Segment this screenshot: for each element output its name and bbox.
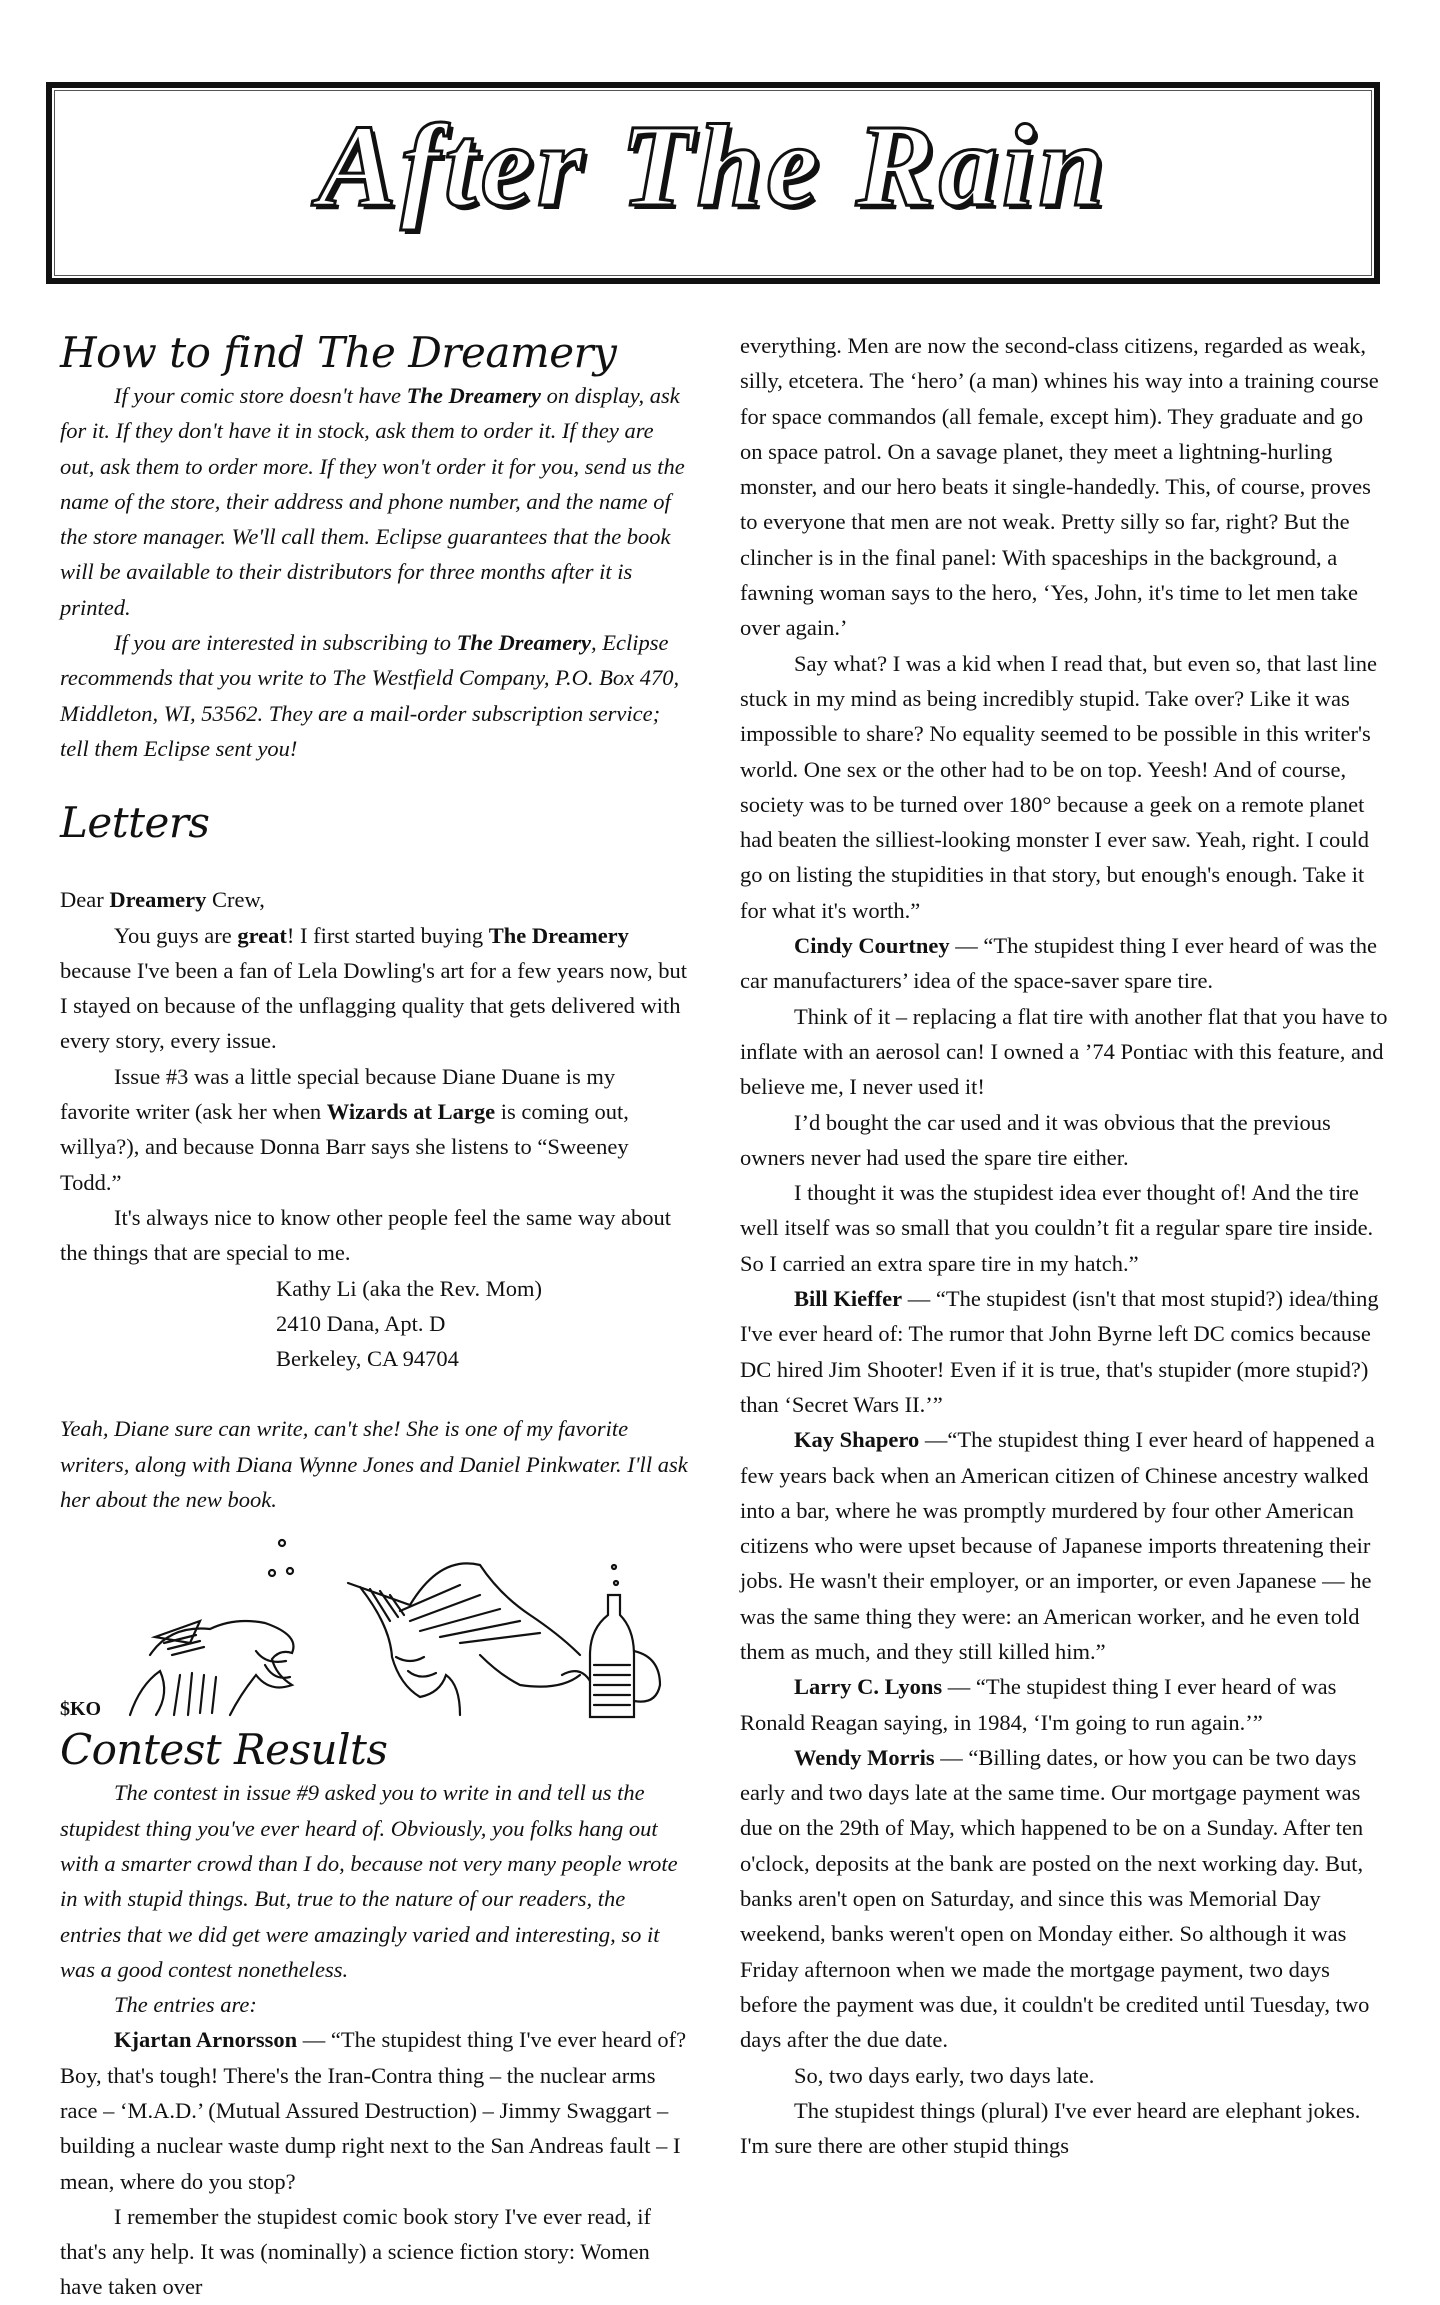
contest-entry-kjartan-p4: Say what? I was a kid when I read that, but even so, that last line stuck in my mind as being incredibly stupid. Take over? Like it was impossible to share? No equality seemed to be possible in this writer's world. One sex or the other had to be on top. Yeesh! And of course, society was to be turned over 180° because a geek on a remote planet had beaten the silliest-looking monster I ever saw. Yeah, right. I could go on listing the stupidities in that story, but enough's enough. Take it for what it's worth.”	[740, 650, 1377, 923]
text-run: is coming out, willya?), and because Donna Barr says she listens to “Sweeney Todd.”	[60, 1099, 629, 1195]
entrant-name: Cindy Courtney	[794, 933, 950, 959]
text-run: , Eclipse recommends that you write to The Westfield Company, P.O. Box 470, Middleton, WI, 53562. They are a mail-order subscription service; tell them Eclipse sent you!	[60, 630, 680, 761]
how-to-find-section	[60, 328, 690, 766]
text-run: If you are interested in subscribing to	[114, 630, 457, 656]
publication-name: The Dreamery	[406, 383, 541, 408]
signature-name: Kathy Li (aka the Rev. Mom)	[276, 1275, 542, 1301]
entry-text: —“The stupidest thing I ever heard of happened a few years back when an American citizen of Chinese ancestry walked into a bar, where he was promptly murdered by four other American citizens who were upset because of Japanese imports threatening their jobs. He wasn't their employer, or an importer, or even Japanese — he was the same thing they were: an American worker, and he even told them as much, and they still killed him.”	[740, 1427, 1375, 1664]
page-title-banner	[46, 82, 1380, 284]
left-column	[60, 328, 690, 2305]
wolf-and-man-drawing-icon	[60, 1525, 680, 1725]
entry-text: — “The stupidest thing I ever heard of was the car manufacturers’ idea of the space-saver spare tire.	[740, 933, 1378, 994]
text-run: Crew,	[206, 887, 265, 913]
contest-results-section	[60, 1725, 690, 2304]
contest-entry-wendy-p2: So, two days early, two days late.	[794, 2062, 1095, 2088]
right-column	[740, 328, 1390, 2163]
contest-entry-cindy-p3: I’d bought the car used and it was obvious that the previous owners never had used the spare tire either.	[740, 1109, 1331, 1170]
publication-name: The Dreamery	[488, 922, 629, 948]
contest-intro: The contest in issue #9 asked you to write in and tell us the stupidest thing you've ever heard of. Obviously, you folks hang out with a smarter crowd than I do, because not very many people wrote in with stupid things. But, true to the nature of our readers, the entries that we did get were amazingly varied and interesting, so it was a good contest nonetheless.	[60, 1780, 678, 1982]
entrant-name: Wendy Morris	[794, 1744, 935, 1770]
contest-entry-cindy-p4: I thought it was the stupidest idea ever thought of! And the tire well itself was so small that you couldn’t fit a regular spare tire inside. So I carried an extra spare tire in my hatch.”	[740, 1180, 1374, 1276]
section-heading-letters: Letters	[60, 798, 210, 848]
editor-reply: Yeah, Diane sure can write, can't she! She is one of my favorite writers, along with Diana Wynne Jones and Daniel Pinkwater. I'll ask her about the new book.	[60, 1416, 688, 1513]
letter-salutation	[60, 882, 690, 917]
text-run: If your comic store doesn't have	[114, 383, 407, 408]
entrant-name: Bill Kieffer	[794, 1286, 903, 1312]
book-title: Wizards at Large	[326, 1099, 496, 1125]
page-title: After The Rain	[317, 100, 1109, 231]
contest-entry-wendy-p1	[740, 1740, 1390, 2058]
entrant-name: Kay Shapero	[794, 1427, 920, 1453]
text-run: Dear	[60, 887, 110, 913]
entries-label: The entries are:	[114, 1992, 257, 2018]
cartoon-illustration	[60, 1525, 680, 1725]
publication-name: Dreamery	[109, 887, 207, 913]
letter-signature	[60, 1271, 690, 1377]
entry-text: — “The stupidest thing I've ever heard of? Boy, that's tough! There's the Iran-Contra thing – the nuclear arms race – ‘M.A.D.’ (Mutual Assured Destruction) – Jimmy Swaggart – building a nuclear waste dump right next to the San Andreas fault – I mean, where do you stop?	[60, 2027, 687, 2194]
letter-paragraph-1	[60, 918, 690, 1059]
entrant-name: Kjartan Arnorsson	[114, 2027, 298, 2053]
entry-text: — “The stupidest (isn't that most stupid?) idea/thing I've ever heard of: The rumor that John Byrne left DC comics because DC hired Jim Shooter! Even if it is true, that's stupider (more stupid?) than ‘Secret Wars II.’”	[740, 1286, 1379, 1417]
signature-address-line-1: 2410 Dana, Apt. D	[276, 1310, 446, 1336]
publication-name: The Dreamery	[456, 630, 592, 656]
contest-entry-kjartan-p1	[60, 2022, 690, 2198]
text-run: Issue #3 was a little special because Diane Duane is my favorite writer (ask her when	[60, 1063, 616, 1125]
letter-paragraph-2	[60, 1059, 690, 1200]
how-to-find-paragraph-1	[60, 378, 690, 625]
text-run: ! I first started buying	[286, 922, 489, 948]
signature-address-line-2: Berkeley, CA 94704	[276, 1346, 459, 1372]
contest-entry-kay	[740, 1422, 1390, 1669]
how-to-find-paragraph-2	[60, 625, 690, 766]
letter-paragraph-3: It's always nice to know other people feel the same way about the things that are special to me.	[60, 1204, 671, 1266]
contest-entry-wendy-p3: The stupidest things (plural) I've ever heard are elephant jokes. I'm sure there are other stupid things	[740, 2097, 1361, 2159]
section-heading-contest-results: Contest Results	[60, 1725, 388, 1775]
text-run: on display, ask for it. If they don't have it in stock, ask them to order it. If they are out, ask them to order more. If they won't order it for you, send us the name of the store, their address and phone number, and the name of the store manager. We'll call them. Eclipse guarantees that the book will be available to their distributors for three months after it is printed.	[60, 383, 685, 620]
text-run: You guys are	[114, 922, 238, 948]
contest-entry-larry	[740, 1669, 1390, 1740]
text-run: because I've been a fan of Lela Dowling's art for a few years now, but I stayed on because of the unflagging quality that gets delivered with every story, every issue.	[60, 957, 688, 1054]
emphasis: great	[237, 922, 287, 948]
entry-text: — “The stupidest thing I ever heard of was Ronald Reagan saying, in 1984, ‘I'm going to run again.’”	[740, 1674, 1337, 1735]
contest-entry-cindy-p2: Think of it – replacing a flat tire with another flat that you have to inflate with an aerosol can! I owned a ’74 Pontiac with this feature, and believe me, I never used it!	[740, 1003, 1388, 1100]
contest-entry-kjartan-p3: everything. Men are now the second-class citizens, regarded as weak, silly, etcetera. The ‘hero’ (a man) whines his way into a training course for space commandos (all female, except him). They graduate and go on space patrol. On a savage planet, they meet a lightning-hurling monster, and our hero beats it single-handedly. This, of course, proves to everyone that men are not weak. Pretty silly so far, right? But the clincher is in the final panel: With spaceships in the background, a fawning woman says to the hero, ‘Yes, John, it's time to let men take over again.’	[740, 333, 1379, 641]
entry-text: — “Billing dates, or how you can be two days early and two days late at the same time. Our mortgage payment was due on the 29th of May, which happened to be on a Sunday. After ten o'clock, deposits at the bank are posted on the next working day. But, banks aren't open on Saturday, and since this was Memorial Day weekend, banks weren't open on Monday either. So although it was Friday afternoon when we made the mortgage payment, two days before the payment was due, it couldn't be credited until Tuesday, two days after the due date.	[740, 1744, 1370, 2053]
contest-entry-bill	[740, 1281, 1390, 1422]
entrant-name: Larry C. Lyons	[794, 1674, 943, 1700]
contest-entry-cindy-p1	[740, 928, 1390, 999]
artist-signature: $KO	[60, 1698, 102, 1721]
section-heading-how-to-find: How to find The Dreamery	[60, 328, 617, 377]
contest-entry-kjartan-p2: I remember the stupidest comic book story I've ever read, if that's any help. It was (nominally) a science fiction story: Women have taken over	[60, 2203, 651, 2300]
letters-section	[60, 798, 690, 1517]
